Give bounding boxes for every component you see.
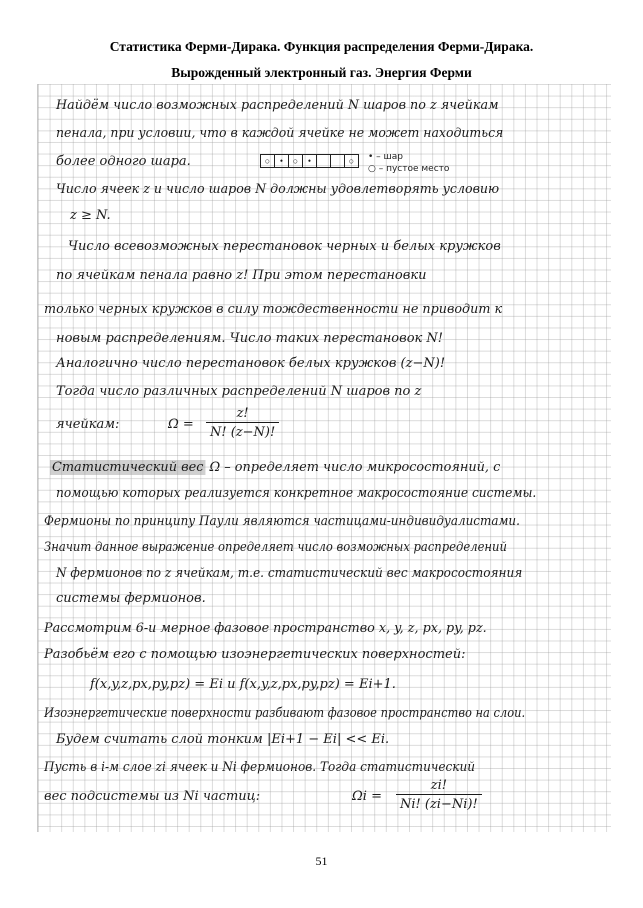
- page-title-line-2: Вырожденный электронный газ. Энергия Ферми: [171, 65, 472, 80]
- note-line-12: ячейкам:: [56, 417, 120, 432]
- note-line-6: Число всевозможных перестановок черных и белых кружков: [68, 239, 501, 254]
- page-title-line-1: Статистика Ферми-Дирака. Функция распределения Ферми-Дирака.: [109, 39, 534, 54]
- note-line-13: [50, 460, 500, 476]
- formula-omega-denominator: N! (z−N)!: [206, 422, 279, 440]
- pencil-case-cells: [260, 154, 359, 168]
- cell: [331, 155, 345, 167]
- formula-omega: [168, 406, 279, 440]
- note-line-3: более одного шара.: [56, 154, 191, 169]
- cell: [317, 155, 331, 167]
- note-line-16: Значит данное выражение определяет число возможных распределений: [44, 540, 507, 555]
- formula-omega-numerator: z!: [236, 406, 249, 421]
- note-line-9: новым распределениям. Число таких перестановок N!: [56, 331, 444, 346]
- note-line-1: Найдём число возможных распределений N шаров по z ячейкам: [56, 98, 499, 113]
- note-line-25: вес подсистемы из Ni частиц:: [44, 789, 261, 804]
- formula-omega-i-denominator: Ni! (zi−Ni)!: [396, 794, 482, 812]
- note-line-7: по ячейкам пенала равно z! При этом перестановки: [56, 268, 427, 283]
- note-line-13-rest: Ω – определяет число микросостояний, с: [205, 460, 501, 475]
- note-line-5: z ≥ N.: [70, 208, 111, 223]
- note-line-24: Пусть в i-м слое zi ячеек и Ni фермионов. Тогда статистический: [44, 760, 476, 775]
- note-line-14: помощью которых реализуется конкретное макросостояние системы.: [56, 486, 537, 501]
- formula-omega-lhs: Ω =: [168, 417, 194, 432]
- cell: •: [303, 155, 317, 167]
- note-line-4: Число ячеек z и число шаров N должны удовлетворять условию: [56, 182, 500, 197]
- note-line-18: системы фермионов.: [56, 591, 206, 606]
- cell: •: [275, 155, 289, 167]
- note-line-21: f(x,y,z,px,py,pz) = Ei и f(x,y,z,px,py,pz) = Ei+1.: [90, 677, 396, 692]
- note-line-11: Тогда число различных распределений N шаров по z: [56, 384, 422, 399]
- handwritten-notes-sheet: [37, 84, 611, 832]
- legend-ball: • – шар: [368, 152, 403, 162]
- note-line-15: Фермионы по принципу Паули являются частицами-индивидуалистами.: [44, 514, 520, 529]
- cell: ○: [289, 155, 303, 167]
- note-line-22: Изоэнергетические поверхности разбивают фазовое пространство на слои.: [44, 706, 526, 721]
- note-line-2: пенала, при условии, что в каждой ячейке не может находиться: [56, 126, 504, 141]
- formula-omega-i: [352, 778, 482, 812]
- formula-omega-i-numerator: zi!: [430, 778, 447, 793]
- note-line-10: Аналогично число перестановок белых кружков (z−N)!: [56, 356, 446, 371]
- note-line-19: Рассмотрим 6-и мерное фазовое пространство x, y, z, px, py, pz.: [44, 621, 487, 636]
- formula-omega-i-lhs: Ωi =: [352, 789, 382, 804]
- legend-empty-place: ○ – пустое место: [368, 164, 450, 174]
- note-line-20: Разобьём его с помощью изоэнергетических поверхностей:: [44, 647, 466, 662]
- note-line-23: Будем считать слой тонким |Ei+1 − Ei| << Ei.: [56, 732, 390, 747]
- page-number: 51: [315, 854, 328, 868]
- highlighted-term: Статистический вес: [51, 460, 204, 475]
- note-line-8: только черных кружков в силу тождественности не приводит к: [44, 302, 503, 317]
- cell: ○: [261, 155, 275, 167]
- cell: ○: [348, 156, 355, 166]
- note-line-17: N фермионов по z ячейкам, т.е. статистический вес макросостояния: [56, 566, 523, 581]
